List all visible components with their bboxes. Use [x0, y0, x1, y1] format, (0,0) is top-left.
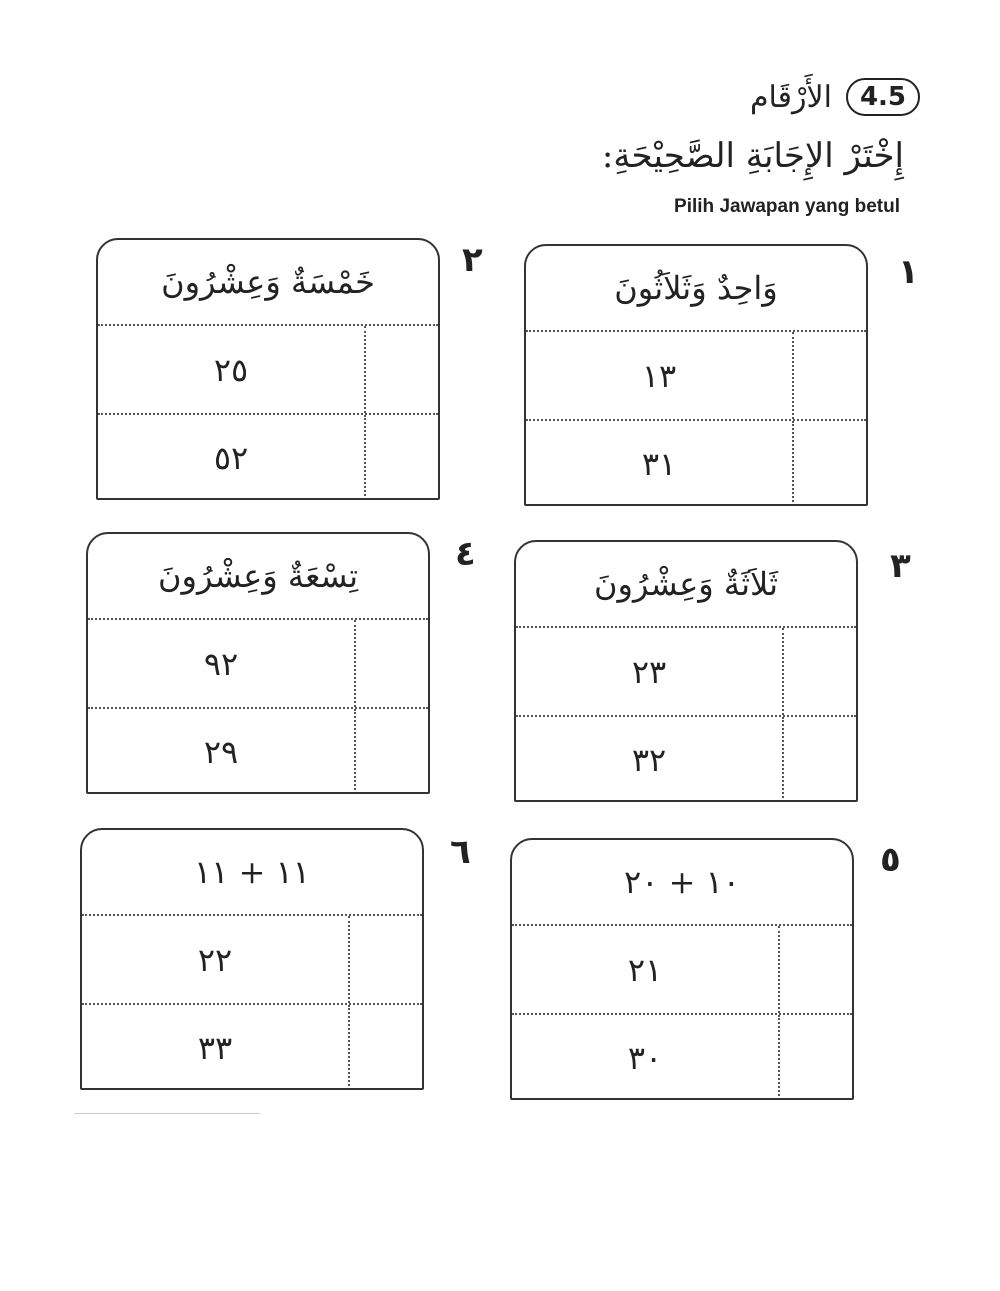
question-card-1: [524, 244, 868, 506]
question-number-3: ٣: [890, 546, 911, 586]
question-card-5: [510, 838, 854, 1100]
answer-option: [512, 1013, 852, 1100]
answer-value: ٢٩: [203, 732, 239, 771]
answer-value: ٥٢: [213, 438, 249, 477]
question-number-6: ٦: [450, 832, 471, 872]
section-title: الأَرْقَام: [749, 79, 832, 115]
instruction-arabic: إِخْتَرْ الإِجَابَةِ الصَّحِيْحَةِ:: [601, 136, 904, 176]
answer-value: ٢٣: [631, 652, 667, 691]
answer-option: [512, 926, 852, 1013]
answer-option: [516, 715, 856, 802]
question-number-5: ٥: [880, 840, 901, 880]
question-number-2: ٢: [462, 240, 483, 280]
instruction-malay: Pilih Jawapan yang betul: [674, 196, 900, 217]
question-prompt: ثَلاَثَةٌ وَعِشْرُونَ: [516, 542, 856, 628]
answer-option: [516, 628, 856, 715]
answer-option: [88, 620, 428, 707]
answer-select-box[interactable]: [792, 332, 866, 419]
question-prompt: خَمْسَةٌ وَعِشْرُونَ: [98, 240, 438, 326]
question-prompt: ١١ + ١١: [82, 830, 422, 916]
answer-select-box[interactable]: [364, 415, 438, 500]
footer-divider: [74, 1113, 260, 1114]
question-prompt: وَاحِدٌ وَثَلاَثُونَ: [526, 246, 866, 332]
answer-value: ٢٢: [197, 940, 233, 979]
answer-select-box[interactable]: [792, 421, 866, 506]
answer-select-box[interactable]: [364, 326, 438, 413]
answer-select-box[interactable]: [354, 709, 428, 794]
section-header: [750, 78, 920, 116]
section-number-badge: 4.5: [846, 78, 920, 116]
question-card-3: [514, 540, 858, 802]
answer-select-box[interactable]: [348, 1005, 422, 1090]
answer-value: ٣١: [641, 444, 677, 483]
answer-select-box[interactable]: [348, 916, 422, 1003]
answer-value: ٣٠: [627, 1038, 663, 1077]
answer-value: ٢١: [627, 950, 663, 989]
question-number-1: ١: [898, 252, 919, 292]
question-card-6: [80, 828, 424, 1090]
answer-select-box[interactable]: [778, 1015, 852, 1100]
answer-option: [82, 1003, 422, 1090]
question-prompt: تِسْعَةٌ وَعِشْرُونَ: [88, 534, 428, 620]
answer-option: [526, 419, 866, 506]
question-card-4: [86, 532, 430, 794]
answer-value: ١٣: [641, 356, 677, 395]
answer-option: [526, 332, 866, 419]
answer-value: ٣٢: [631, 740, 667, 779]
answer-select-box[interactable]: [354, 620, 428, 707]
answer-select-box[interactable]: [782, 628, 856, 715]
answer-value: ٣٣: [197, 1028, 233, 1067]
answer-option: [88, 707, 428, 794]
answer-value: ٢٥: [213, 350, 249, 389]
question-card-2: [96, 238, 440, 500]
answer-value: ٩٢: [203, 644, 239, 683]
answer-option: [98, 413, 438, 500]
answer-option: [82, 916, 422, 1003]
question-number-4: ٤: [455, 534, 476, 574]
question-prompt: ١٠ + ٢٠: [512, 840, 852, 926]
answer-select-box[interactable]: [782, 717, 856, 802]
answer-select-box[interactable]: [778, 926, 852, 1013]
answer-option: [98, 326, 438, 413]
